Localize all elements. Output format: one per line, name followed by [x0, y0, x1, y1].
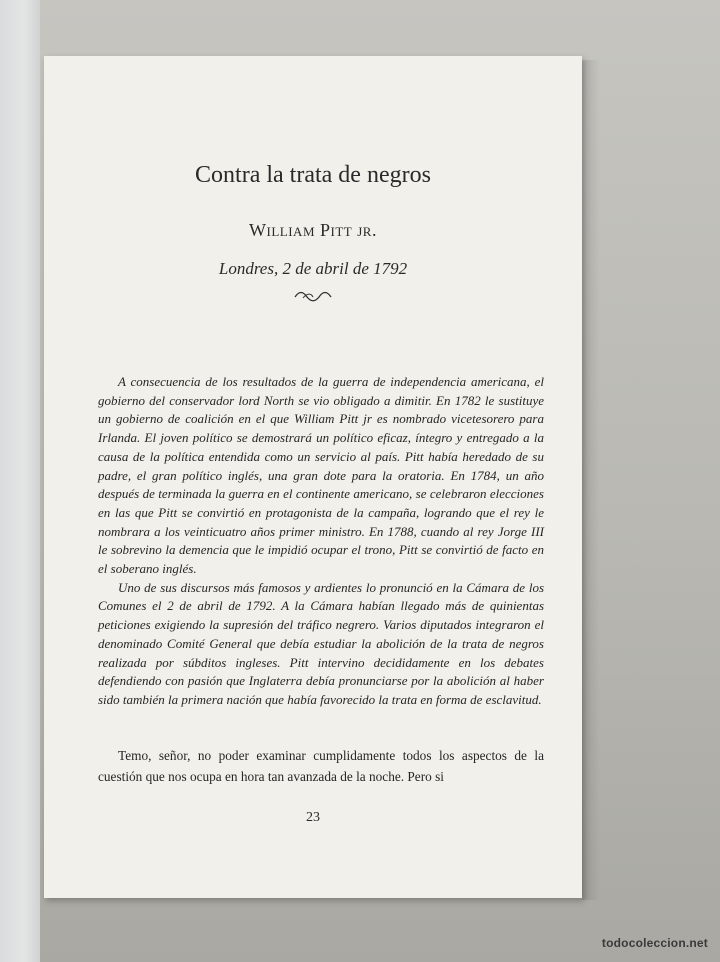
speech-paragraph: Temo, señor, no poder examinar cumplidamente todos los aspectos de la cuestión que nos ocupa en hora tan avanzada de la noche. Pero si [98, 748, 544, 784]
watermark-text: todocoleccion.net [601, 936, 708, 950]
page-shadow [582, 60, 600, 900]
introduction [98, 373, 544, 710]
intro-paragraph-1: A consecuencia de los resultados de la guerra de independencia americana, el gobierno del conservador lord North se vio obligado a dimitir. En 1782 le sustituye un gobierno de coalición en el que William Pitt jr es nombrado vicetesorero para Irlanda. El joven político se demostrará un político eficaz, íntegro y entregado a la causa de la política entendida como un servicio al país. Pitt había heredado de su padre, el gran político inglés, una gran dote para la oratoria. En 1784, un año después de terminada la guerra en el continente americano, se celebraron elecciones en las que Pitt se convirtió en protagonista de la campaña, logrando que el rey le nombrara a los veinticuatro años primer ministro. En 1788, cuando al rey Jorge III le sobrevino la demencia que le impidió ocupar el trono, Pitt se convirtió de facto en el soberano inglés. [98, 374, 544, 577]
speech-body [98, 746, 544, 787]
page-number: 23 [306, 810, 320, 825]
intro-paragraph-2: Uno de sus discursos más famosos y ardientes lo pronunció en la Cámara de los Comunes el 2 de abril de 1792. A la Cámara habían llegado más de quinientas peticiones exigiendo la supresión del tráfico negrero. Varios diputados integraron el denominado Comité General que debía estudiar la abolición de la trata de negros realizada por súbditos ingleses. Pitt intervino decididamente en los debates defendiendo con pasión que Inglaterra debía pronunciarse por la abolición al haber sido también la primera nación que había favorecido la trata en forma de esclavitud. [98, 579, 544, 707]
dateline: Londres, 2 de abril de 1792 [218, 259, 408, 278]
author-name: William Pitt jr. [249, 220, 377, 240]
chapter-title: Contra la trata de negros [195, 162, 431, 188]
ornament-icon [283, 289, 343, 303]
book-page [44, 56, 582, 898]
watermark [602, 936, 708, 950]
facing-page-edge [0, 0, 40, 962]
